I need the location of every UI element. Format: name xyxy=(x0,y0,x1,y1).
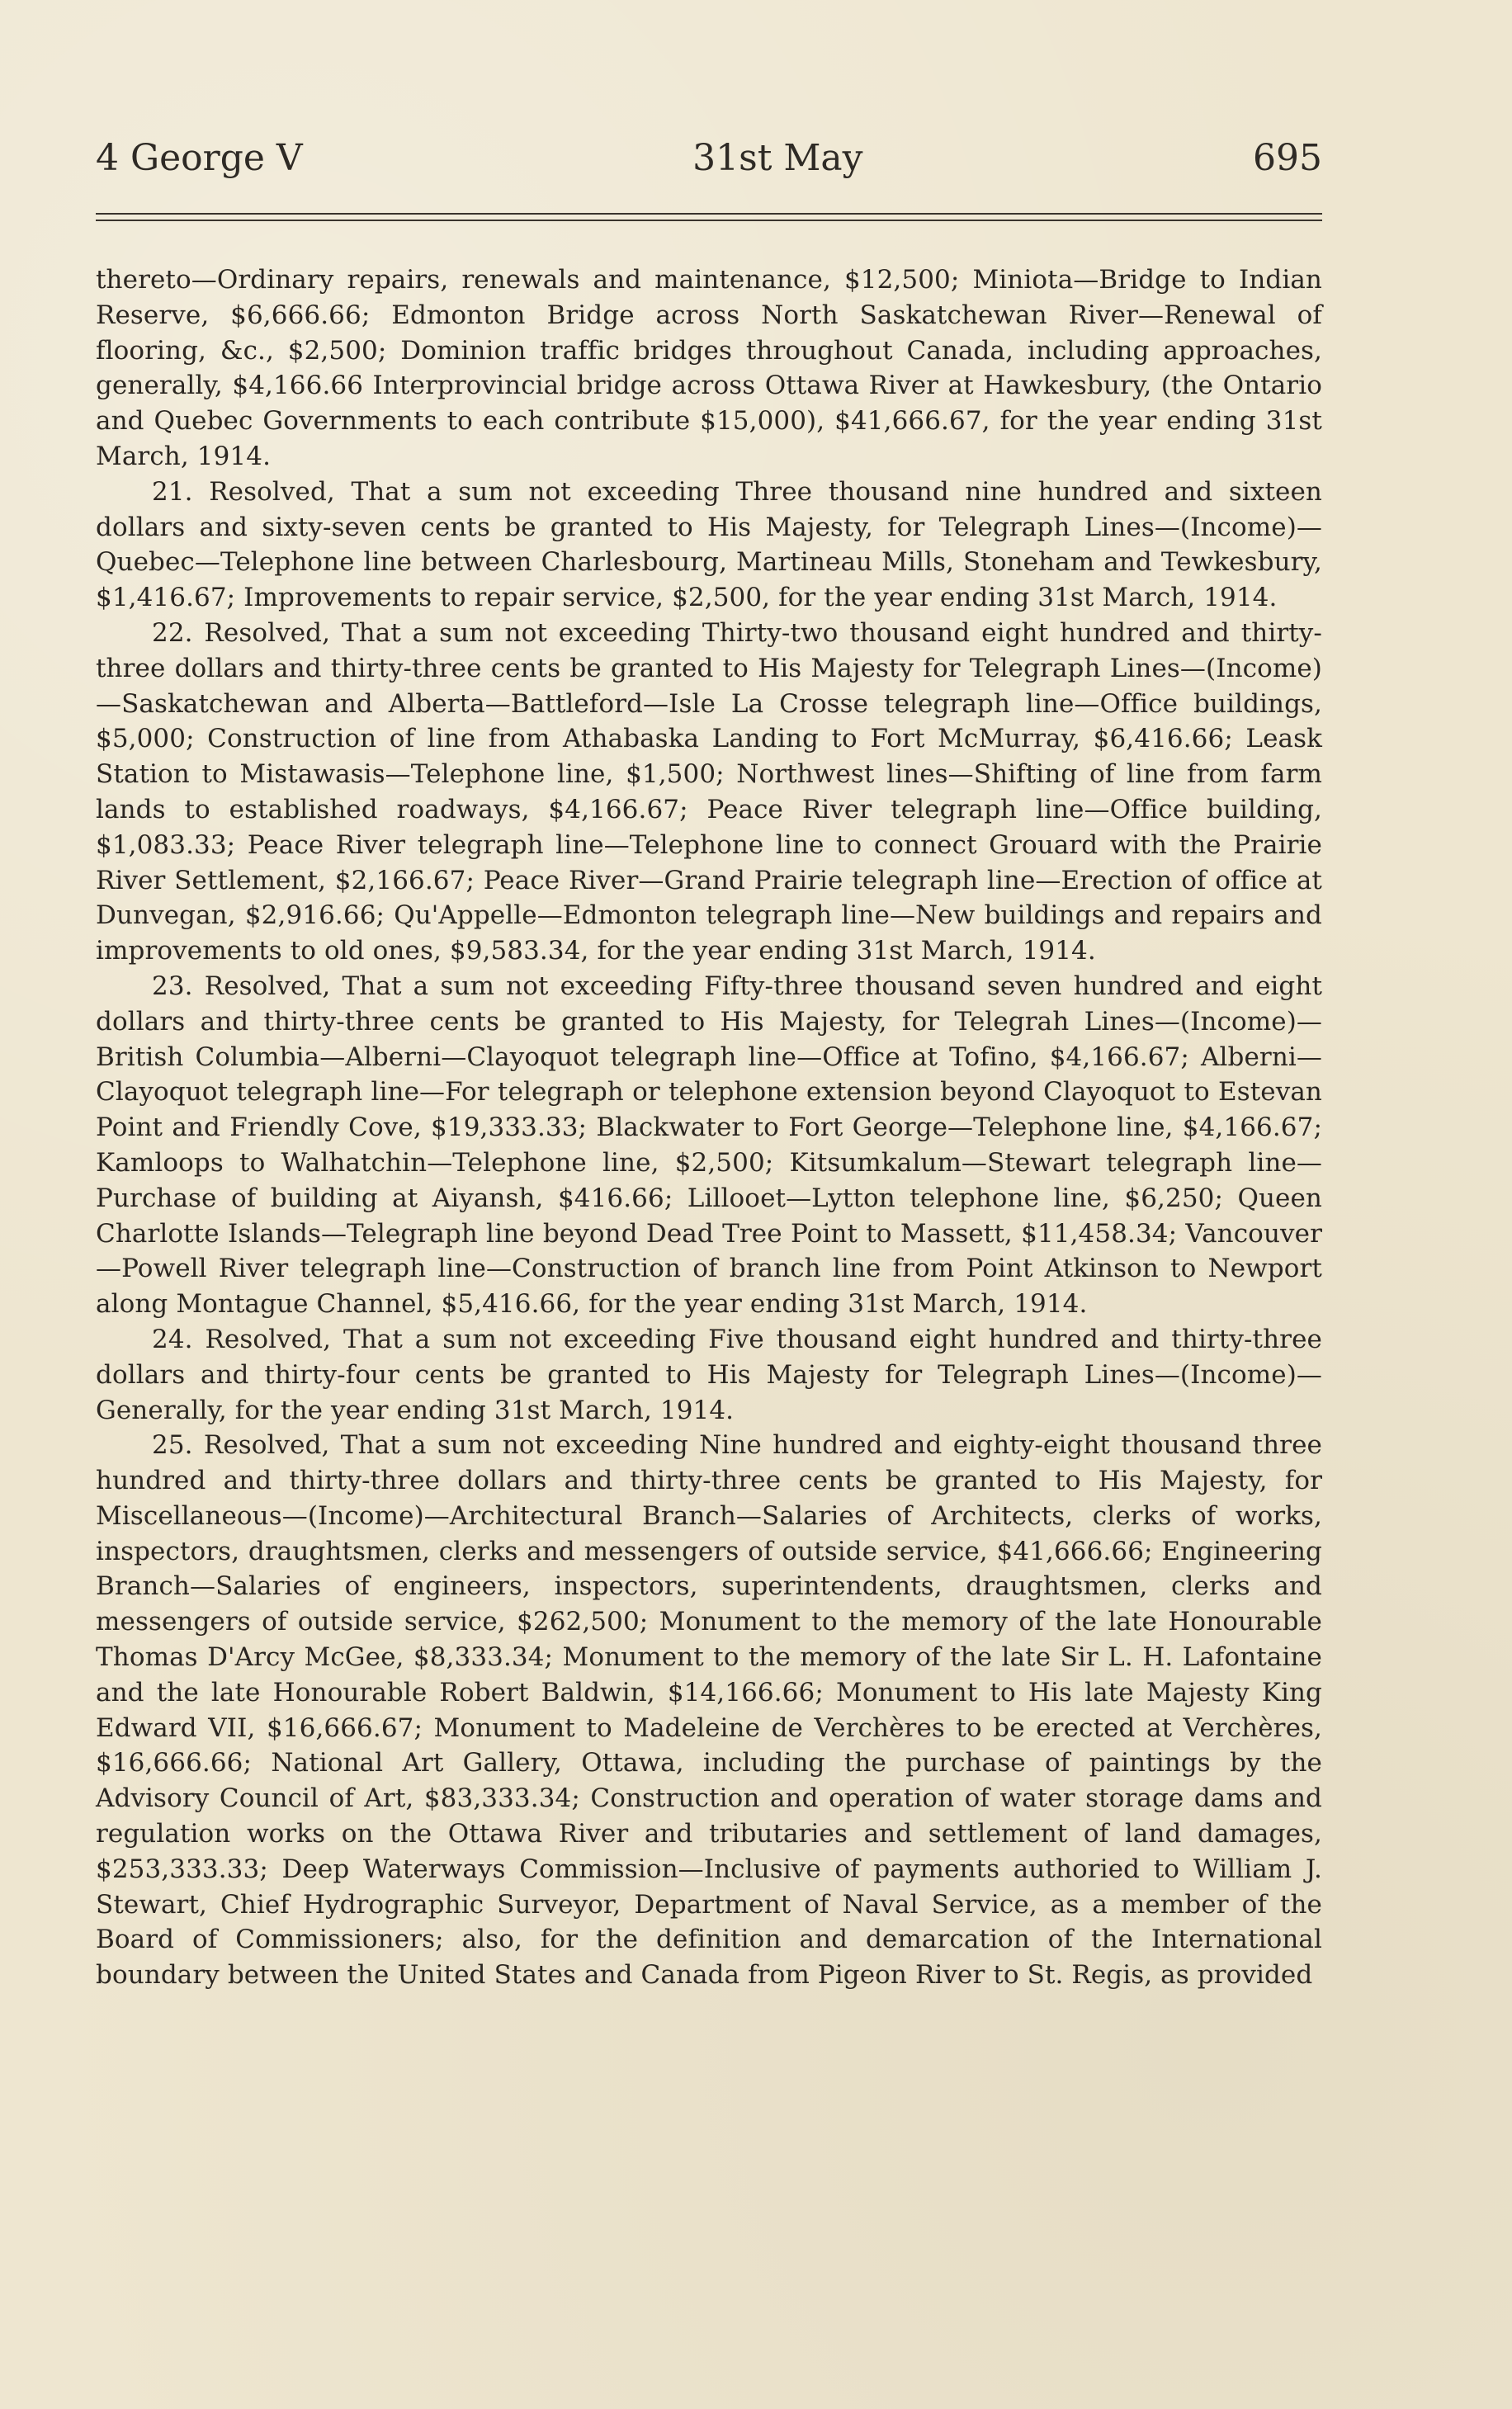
paragraph-resolution-25: 25. Resolved, That a sum not exceeding Nine hundred and eighty-eight thousand three hundred and thirty-three dollars and thirty-three cents be granted to His Majesty, for Miscellaneous—(Income)—Architectural Branch—Salaries of Architects, clerks of works, inspectors, draughtsmen, clerks and messengers of outside service, $41,666.66; Engineering Branch—Salaries of engineers, inspectors, superintendents, draughtsmen, clerks and messengers of outside service, $262,500; Monument to the memory of the late Honourable Thomas D'Arcy McGee, $8,333.34; Monument to the memory of the late Sir L. H. Lafontaine and the late Honourable Robert Baldwin, $14,166.66; Monument to His late Majesty King Edward VII, $16,666.67; Monument to Madeleine de Verchères to be erected at Verchères, $16,666.66; National Art Gallery, Ottawa, including the purchase of paintings by the Advisory Council of Art, $83,333.34; Construction and operation of water storage dams and regulation works on the Ottawa River and tributaries and settlement of land damages, $253,333.33; Deep Waterways Commission—Inclusive of payments authoried to William J. Stewart, Chief Hydrographic Surveyor, Department of Naval Service, as a member of the Board of Commissioners; also, for the definition and demarcation of the International boundary between the United States and Canada from Pigeon River to St. Regis, as provided xyxy=(96,1430,1322,1991)
header-regnal-year: 4 George V xyxy=(96,137,303,179)
paragraph-resolution-22: 22. Resolved, That a sum not exceeding Thirty-two thousand eight hundred and thirty-three dollars and thirty-three cents be granted to His Majesty for Telegraph Lines—(Income)—Saskatchewan and Alberta—Battleford—Isle La Crosse telegraph line—Office buildings, $5,000; Construction of line from Athabaska Landing to Fort McMurray, $6,416.66; Leask Station to Mistawasis—Telephone line, $1,500; Northwest lines—Shifting of line from farm lands to established roadways, $4,166.67; Peace River telegraph line—Office building, $1,083.33; Peace River telegraph line—Telephone line to connect Grouard with the Prairie River Settlement, $2,166.67; Peace River—Grand Prairie telegraph line—Erection of office at Dunvegan, $2,916.66; Qu'Appelle—Edmonton telegraph line—New buildings and repairs and improvements to old ones, $9,583.34, for the year ending 31st March, 1914. xyxy=(96,617,1322,966)
page-number: 695 xyxy=(1253,137,1322,179)
paragraph-continuation: thereto—Ordinary repairs, renewals and maintenance, $12,500; Miniota—Bridge to Indian Reserve, $6,666.66; Edmonton Bridge across North Saskatchewan River—Renewal of flooring, &c., $2,500; Dominion traffic bridges throughout Canada, including approaches, generally, $4,166.66 Interprovincial bridge across Ottawa River at Hawkesbury, (the Ontario and Quebec Governments to each contribute $15,000), $41,666.67, for the year ending 31st March, 1914. xyxy=(96,265,1322,471)
paragraph-resolution-23: 23. Resolved, That a sum not exceeding Fifty-three thousand seven hundred and eight dollars and thirty-three cents be granted to His Majesty, for Telegrah Lines—(Income)—British Columbia—Alberni—Clayoquot telegraph line—Office at Tofino, $4,166.67; Alberni—Clayoquot telegraph line—For telegraph or telephone extension beyond Clayoquot to Estevan Point and Friendly Cove, $19,333.33; Blackwater to Fort George—Telephone line, $4,166.67; Kamloops to Walhatchin—Telephone line, $2,500; Kitsumkalum—Stewart telegraph line—Purchase of building at Aiyansh, $416.66; Lillooet—Lytton telephone line, $6,250; Queen Charlotte Islands—Telegraph line beyond Dead Tree Point to Massett, $11,458.34; Vancouver—Powell River telegraph line—Construction of branch line from Point Atkinson to Newport along Montague Channel, $5,416.66, for the year ending 31st March, 1914. xyxy=(96,971,1322,1320)
header-date: 31st May xyxy=(692,137,863,179)
paragraph-resolution-21: 21. Resolved, That a sum not exceeding Three thousand nine hundred and sixteen dollars and sixty-seven cents be granted to His Majesty, for Telegraph Lines—(Income)—Quebec—Telephone line between Charlesbourg, Martineau Mills, Stoneham and Tewkesbury, $1,416.67; Improvements to repair service, $2,500, for the year ending 31st March, 1914. xyxy=(96,476,1322,613)
header-double-rule xyxy=(96,213,1322,221)
paragraph-resolution-24: 24. Resolved, That a sum not exceeding Five thousand eight hundred and thirty-three dollars and thirty-four cents be granted to His Majesty for Telegraph Lines—(Income)—Generally, for the year ending 31st March, 1914. xyxy=(96,1324,1322,1425)
page-body xyxy=(96,262,1322,1993)
page-header xyxy=(96,137,1322,179)
